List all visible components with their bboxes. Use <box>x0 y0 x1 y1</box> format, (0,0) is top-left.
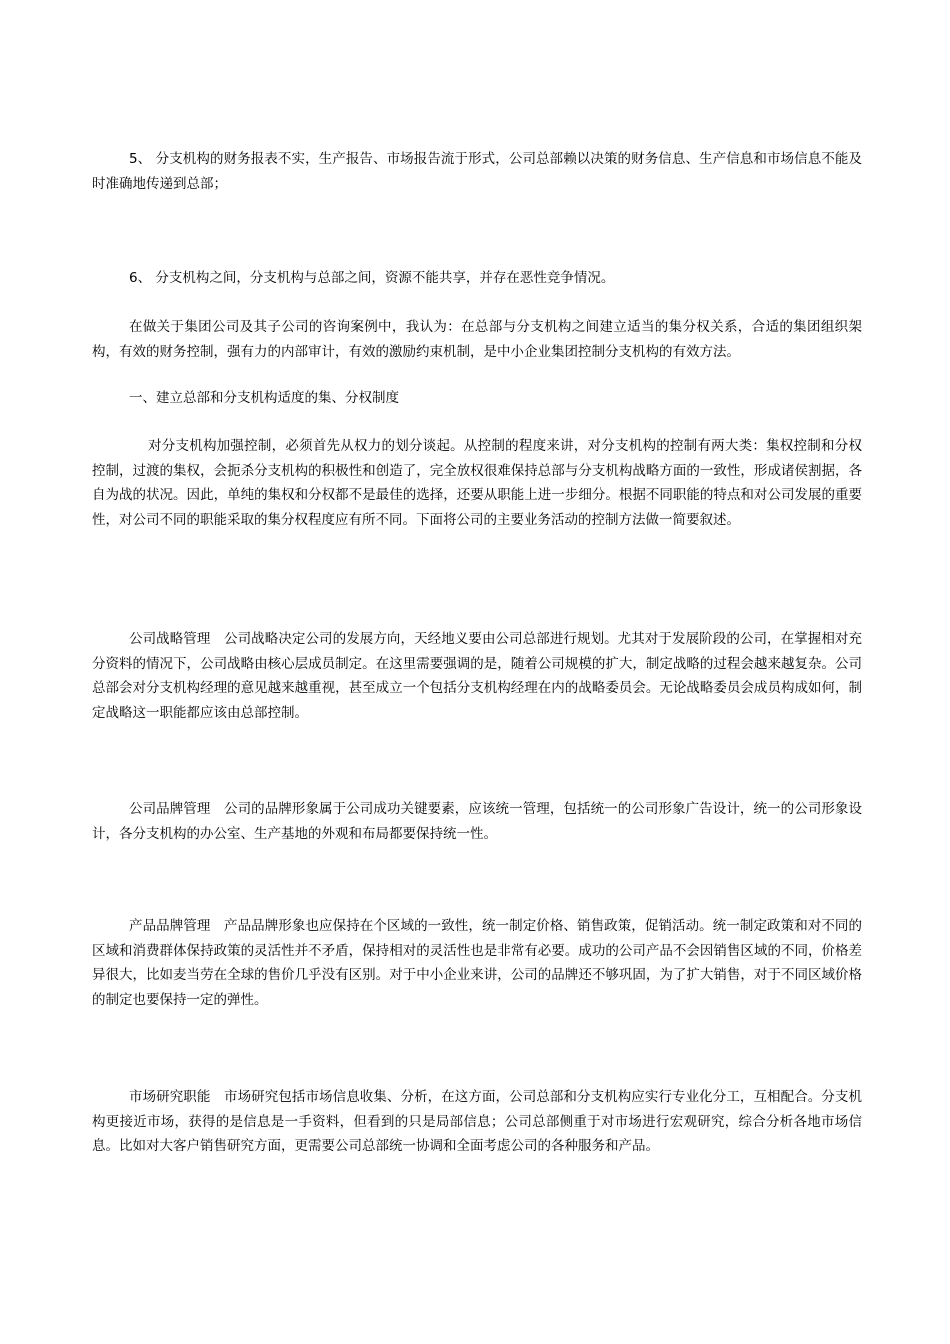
section-heading-1: 一、建立总部和分支机构适度的集、分权制度 <box>129 390 399 406</box>
paragraph-strategy: 公司战略管理 公司战略决定公司的发展方向，天经地义要由公司总部进行规划。尤其对于发展阶段的公司，在掌握相对充分资料的情况下，公司战略由核心层成员制定。在这里需要强调的是，随着公司规模的扩大，制定战略的过程会越来越复杂。公司总部会对分支机构经理的意见越来越重视，甚至成立一个包括分支机构经理在内的战略委员会。无论战略委员会成员构成如何，制定战略这一职能都应该由总部控制。 <box>92 631 862 721</box>
paragraph-item-6: 6、 分支机构之间，分支机构与总部之间，资源不能共享，并存在恶性竞争情况。 <box>129 270 615 286</box>
paragraph-market-research: 市场研究职能 市场研究包括市场信息收集、分析，在这方面，公司总部和分支机构应实行专业化分工，互相配合。分支机构更接近市场，获得的是信息是一手资料，但看到的只是局部信息；公司总部侧重于对市场进行宏观研究，综合分析各地市场信息。比如对大客户销售研究方面，更需要公司总部统一协调和全面考虑公司的各种服务和产品。 <box>92 1089 862 1154</box>
paragraph-product-brand: 产品品牌管理 产品品牌形象也应保持在个区域的一致性，统一制定价格、销售政策，促销活动。统一制定政策和对不同的区域和消费群体保持政策的灵活性并不矛盾，保持相对的灵活性也是非常有必要。成功的公司产品不会因销售区域的不同，价格差异很大，比如麦当劳在全球的售价几乎没有区别。对于中小企业来讲，公司的品牌还不够巩固，为了扩大销售，对于不同区域价格的制定也要保持一定的弹性。 <box>92 918 862 1008</box>
paragraph-control: 对分支机构加强控制，必须首先从权力的划分谈起。从控制的程度来讲，对分支机构的控制有两大类：集权控制和分权控制，过渡的集权，会扼杀分支机构的积极性和创造了，完全放权很难保持总部与分支机构战略方面的一致性，形成诸侯割据，各自为战的状况。因此，单纯的集权和分权都不是最佳的选择，还要从职能上进一步细分。根据不同职能的特点和对公司发展的重要性，对公司不同的职能采取的集分权程度应有所不同。下面将公司的主要业务活动的控制方法做一简要叙述。 <box>92 438 862 528</box>
paragraph-item-5: 5、 分支机构的财务报表不实，生产报告、市场报告流于形式，公司总部赖以决策的财务信息、生产信息和市场信息不能及时准确地传递到总部； <box>92 151 862 192</box>
paragraph-brand: 公司品牌管理 公司的品牌形象属于公司成功关键要素，应该统一管理，包括统一的公司形象广告设计，统一的公司形象设计，各分支机构的办公室、生产基地的外观和布局都要保持统一性。 <box>92 801 862 842</box>
paragraph-intro: 在做关于集团公司及其子公司的咨询案例中，我认为：在总部与分支机构之间建立适当的集分权关系，合适的集团组织架构，有效的财务控制，强有力的内部审计，有效的激励约束机制，是中小企业集团控制分支机构的有效方法。 <box>92 319 862 360</box>
